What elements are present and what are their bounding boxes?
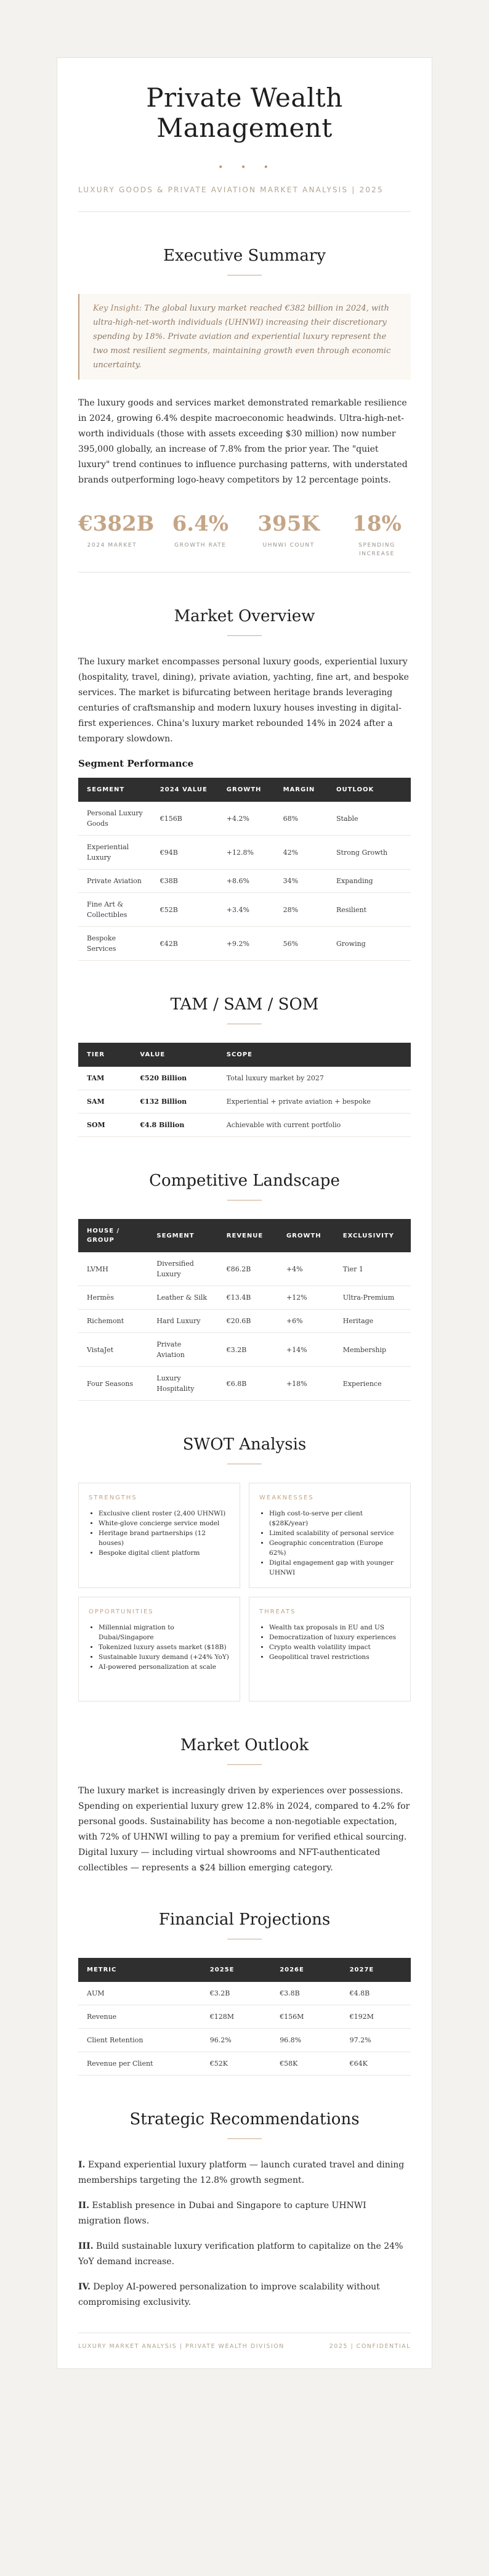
recommendation-item	[78, 2280, 411, 2310]
table-cell: €13.4B	[218, 1286, 278, 1310]
footer-left: LUXURY MARKET ANALYSIS | PRIVATE WEALTH DIVISION	[78, 2343, 285, 2350]
competitive-heading: Competitive Landscape	[149, 1172, 340, 1190]
table-row	[78, 1982, 411, 2005]
table-row	[78, 1286, 411, 1310]
column-header: METRIC	[78, 1958, 201, 1982]
market-overview-paragraph: The luxury market encompasses personal luxury goods, experiential luxury (hospitality, travel, dining), private aviation, yachting, fine art, and bespoke services. The market is bifurcating between heritage brands leveraging centuries of craftsmanship and modern luxury houses investing in digital-first experiences. China's luxury market rebounded 14% in 2024 after a temporary slowdown.	[78, 657, 409, 744]
metric-value: €382B	[78, 512, 155, 536]
column-header: VALUE	[131, 1043, 217, 1067]
table-cell: 96.8%	[271, 2029, 341, 2052]
swot-opportunities	[78, 1597, 240, 1702]
table-cell: Expanding	[328, 870, 411, 893]
exec-summary-heading: Executive Summary	[163, 247, 326, 265]
segment-performance-heading: Segment Performance	[78, 758, 194, 769]
hero	[78, 58, 411, 212]
table-cell: €38B	[152, 870, 218, 893]
table-cell: 56%	[275, 927, 328, 961]
table-cell: €42B	[152, 927, 218, 961]
table-cell: +4.2%	[218, 802, 275, 836]
table-cell: €52B	[152, 893, 218, 927]
recommendation-number: I.	[78, 2160, 86, 2170]
column-header: MARGIN	[275, 778, 328, 802]
heading-divider	[227, 2138, 262, 2139]
table-cell	[131, 1114, 217, 1137]
table-cell: Private Aviation	[78, 870, 152, 893]
table-cell: €86.2B	[218, 1252, 278, 1286]
table-cell: Experience	[334, 1367, 411, 1401]
table-row	[78, 1310, 411, 1333]
list-item: • Crypto wealth volatility impact	[269, 1642, 400, 1652]
tier-value: €4.8 Billion	[140, 1121, 185, 1129]
table-cell	[131, 1067, 217, 1090]
list-item: • Heritage brand partnerships (12 houses)	[99, 1528, 230, 1548]
metric-label: UHNWI COUNT	[262, 542, 315, 548]
list-item: • White-glove concierge service model	[99, 1518, 230, 1528]
metric-value: 395K	[257, 512, 320, 536]
list-item: • Geopolitical travel restrictions	[269, 1652, 400, 1662]
list-item: • Exclusive client roster (2,400 UHNWI)	[99, 1509, 230, 1518]
table-cell: Resilient	[328, 893, 411, 927]
table-cell: AUM	[78, 1982, 201, 2005]
table-row	[78, 2052, 411, 2076]
table-row	[78, 870, 411, 893]
table-cell: 97.2%	[341, 2029, 411, 2052]
column-header: 2027E	[341, 1958, 411, 1982]
list-item: • Bespoke digital client platform	[99, 1548, 230, 1558]
table-header-row	[78, 1043, 411, 1067]
column-header: EXCLUSIVITY	[334, 1219, 411, 1252]
table-row	[78, 802, 411, 836]
competitive-table	[78, 1219, 411, 1401]
table-cell: LVMH	[78, 1252, 148, 1286]
table-cell: Experiential + private aviation + bespoke	[218, 1090, 411, 1114]
metric-value: 6.4%	[172, 512, 229, 536]
swot-title: STRENGTHS	[89, 1494, 137, 1501]
recommendations-heading: Strategic Recommendations	[129, 2110, 360, 2129]
table-cell: +3.4%	[218, 893, 275, 927]
column-header: SCOPE	[218, 1043, 411, 1067]
column-header: TIER	[78, 1043, 131, 1067]
list-item: • Wealth tax proposals in EU and US	[269, 1623, 400, 1632]
table-cell: €94B	[152, 836, 218, 870]
table-cell: 42%	[275, 836, 328, 870]
list-item: • Digital engagement gap with younger UHNWI	[269, 1558, 400, 1578]
table-cell: 34%	[275, 870, 328, 893]
table-cell: €156B	[152, 802, 218, 836]
table-row	[78, 2029, 411, 2052]
list-item: • Sustainable luxury demand (+24% YoY)	[99, 1652, 230, 1662]
table-row	[78, 1114, 411, 1137]
table-cell: €52K	[201, 2052, 271, 2076]
table-cell: Four Seasons	[78, 1367, 148, 1401]
table-cell: €192M	[341, 2005, 411, 2029]
table-cell: Bespoke Services	[78, 927, 152, 961]
tam-sam-som-heading: TAM / SAM / SOM	[170, 995, 319, 1014]
table-cell: €20.6B	[218, 1310, 278, 1333]
table-row	[78, 1252, 411, 1286]
table-cell: Growing	[328, 927, 411, 961]
table-row	[78, 1090, 411, 1114]
metric-card	[78, 512, 155, 558]
table-cell: Strong Growth	[328, 836, 411, 870]
table-cell: Experiential Luxury	[78, 836, 152, 870]
table-cell: Diversified Luxury	[148, 1252, 217, 1286]
table-cell: Leather & Silk	[148, 1286, 217, 1310]
recommendation-text: Deploy AI-powered personalization to improve scalability without compromising exclusivity.	[78, 2282, 380, 2307]
metric-label: GROWTH RATE	[174, 542, 227, 548]
list-item: • Limited scalability of personal service	[269, 1528, 400, 1538]
table-cell: Hard Luxury	[148, 1310, 217, 1333]
table-row	[78, 836, 411, 870]
recommendation-number: III.	[78, 2241, 94, 2251]
recommendation-item	[78, 2198, 411, 2229]
table-cell	[78, 1114, 131, 1137]
page-subtitle: LUXURY GOODS & PRIVATE AVIATION MARKET ANALYSIS | 2025	[78, 184, 411, 212]
key-insight-text: The global luxury market reached €382 billion in 2024, with ultra-high-net-worth individuals (UHNWI) increasing their discretionary spending by 18%. Private aviation and experiential luxury represent the two most resilient segments, maintaining growth even through economic uncertainty.	[93, 304, 391, 370]
table-row	[78, 1333, 411, 1367]
table-cell: 96.2%	[201, 2029, 271, 2052]
segment-table	[78, 778, 411, 961]
report-page	[57, 57, 432, 2369]
column-header: SEGMENT	[78, 778, 152, 802]
table-cell: Luxury Hospitality	[148, 1367, 217, 1401]
table-cell: +6%	[278, 1310, 334, 1333]
table-cell: €64K	[341, 2052, 411, 2076]
table-cell: +14%	[278, 1333, 334, 1367]
table-cell: 28%	[275, 893, 328, 927]
table-row	[78, 1067, 411, 1090]
column-header: 2026E	[271, 1958, 341, 1982]
table-cell: Revenue per Client	[78, 2052, 201, 2076]
recommendation-item	[78, 2239, 411, 2270]
table-cell: +8.6%	[218, 870, 275, 893]
tier-name: SAM	[87, 1098, 105, 1106]
heading-divider	[227, 635, 262, 636]
table-header-row	[78, 1958, 411, 1982]
table-cell: Client Retention	[78, 2029, 201, 2052]
column-header: SEGMENT	[148, 1219, 217, 1252]
table-cell: €3.8B	[271, 1982, 341, 2005]
column-header: HOUSE / GROUP	[78, 1219, 148, 1252]
table-cell: +4%	[278, 1252, 334, 1286]
recommendation-text: Expand experiential luxury platform — launch curated travel and dining memberships targeting the 12.8% growth segment.	[78, 2160, 405, 2185]
swot-title: OPPORTUNITIES	[89, 1608, 154, 1615]
table-row	[78, 2005, 411, 2029]
swot-title: WEAKNESSES	[259, 1494, 314, 1501]
list-item: • High cost-to-serve per client ($28K/year)	[269, 1509, 400, 1528]
ornament-dots: • • •	[218, 163, 276, 173]
table-cell: Revenue	[78, 2005, 201, 2029]
table-cell: €156M	[271, 2005, 341, 2029]
metric-card	[255, 512, 323, 558]
tier-value: €132 Billion	[140, 1098, 187, 1106]
tam-table	[78, 1043, 411, 1137]
list-item: • Democratization of luxury experiences	[269, 1632, 400, 1642]
swot-grid	[78, 1483, 411, 1702]
table-cell: Hermès	[78, 1286, 148, 1310]
page-footer	[78, 2333, 411, 2350]
table-cell: €3.2B	[201, 1982, 271, 2005]
table-row	[78, 927, 411, 961]
table-row	[78, 893, 411, 927]
table-cell: Tier 1	[334, 1252, 411, 1286]
list-item: • AI-powered personalization at scale	[99, 1662, 230, 1672]
column-header: 2025E	[201, 1958, 271, 1982]
table-cell: Achievable with current portfolio	[218, 1114, 411, 1137]
table-cell: €3.2B	[218, 1333, 278, 1367]
metric-value: 18%	[352, 512, 402, 536]
tier-name: TAM	[87, 1074, 105, 1082]
table-cell	[78, 1067, 131, 1090]
tier-value: €520 Billion	[140, 1074, 187, 1082]
market-overview-heading: Market Overview	[174, 607, 315, 626]
table-cell: +18%	[278, 1367, 334, 1401]
recommendation-number: IV.	[78, 2282, 91, 2292]
table-cell: Richemont	[78, 1310, 148, 1333]
table-cell: Heritage	[334, 1310, 411, 1333]
table-cell: Ultra-Premium	[334, 1286, 411, 1310]
column-header: GROWTH	[278, 1219, 334, 1252]
key-insight-callout	[78, 294, 411, 380]
table-header-row	[78, 778, 411, 802]
table-cell: +12.8%	[218, 836, 275, 870]
swot-heading: SWOT Analysis	[182, 1435, 307, 1454]
table-cell: Total luxury market by 2027	[218, 1067, 411, 1090]
metric-label: SPENDING INCREASE	[358, 542, 395, 557]
table-row	[78, 1367, 411, 1401]
financial-heading: Financial Projections	[158, 1910, 331, 1929]
key-insight-label: Key Insight:	[93, 304, 142, 313]
table-cell: €58K	[271, 2052, 341, 2076]
table-cell: 68%	[275, 802, 328, 836]
table-cell	[78, 1090, 131, 1114]
table-cell: VistaJet	[78, 1333, 148, 1367]
table-cell: Stable	[328, 802, 411, 836]
exec-summary-paragraph: The luxury goods and services market demonstrated remarkable resilience in 2024, growing 6.4% despite macroeconomic headwinds. Ultra-high-net-worth individuals (those with assets exceeding $30 million) now number 395,000 globally, an increase of 7.8% from the prior year. The "quiet luxury" trend continues to influence purchasing patterns, with understated brands outperforming logo-heavy competitors by 12 percentage points.	[78, 398, 408, 485]
recommendation-text: Build sustainable luxury verification platform to capitalize on the 24% YoY demand increase.	[78, 2241, 403, 2267]
table-cell: +12%	[278, 1286, 334, 1310]
table-cell: Membership	[334, 1333, 411, 1367]
footer-right: 2025 | CONFIDENTIAL	[329, 2343, 411, 2350]
table-cell: €128M	[201, 2005, 271, 2029]
heading-divider	[227, 1764, 262, 1765]
column-header: 2024 VALUE	[152, 778, 218, 802]
column-header: REVENUE	[218, 1219, 278, 1252]
metric-card	[166, 512, 234, 558]
recommendation-item	[78, 2158, 411, 2188]
key-metrics	[78, 499, 411, 573]
swot-title: THREATS	[259, 1608, 296, 1615]
recommendation-number: II.	[78, 2201, 89, 2211]
table-cell: €6.8B	[218, 1367, 278, 1401]
recommendation-text: Establish presence in Dubai and Singapore to capture UHNWI migration flows.	[78, 2201, 366, 2226]
swot-weaknesses	[249, 1483, 411, 1588]
column-header: GROWTH	[218, 778, 275, 802]
market-outlook-heading: Market Outlook	[180, 1736, 309, 1755]
list-item: • Millennial migration to Dubai/Singapore	[99, 1623, 230, 1642]
table-cell: Private Aviation	[148, 1333, 217, 1367]
table-cell: €4.8B	[341, 1982, 411, 2005]
tier-name: SOM	[87, 1121, 105, 1129]
financial-table	[78, 1958, 411, 2076]
table-cell	[131, 1090, 217, 1114]
market-outlook-paragraph: The luxury market is increasingly driven by experiences over possessions. Spending on experiential luxury grew 12.8% in 2024, compared to 4.2% for personal goods. Sustainability has become a non-negotiable expectation, with 72% of UHNWI willing to pay a premium for verified ethical sourcing. Digital luxury — including virtual showrooms and NFT-authenticated collectibles — represents a $24 billion emerging category.	[78, 1786, 410, 1873]
swot-threats	[249, 1597, 411, 1702]
table-cell: Personal Luxury Goods	[78, 802, 152, 836]
page-title: Private Wealth Management	[146, 83, 343, 143]
metric-label: 2024 MARKET	[87, 542, 137, 548]
table-header-row	[78, 1219, 411, 1252]
swot-strengths	[78, 1483, 240, 1588]
table-cell: Fine Art & Collectibles	[78, 893, 152, 927]
table-cell: +9.2%	[218, 927, 275, 961]
list-item: • Tokenized luxury assets market ($18B)	[99, 1642, 230, 1652]
metric-card	[343, 512, 411, 558]
column-header: OUTLOOK	[328, 778, 411, 802]
list-item: • Geographic concentration (Europe 62%)	[269, 1538, 400, 1558]
